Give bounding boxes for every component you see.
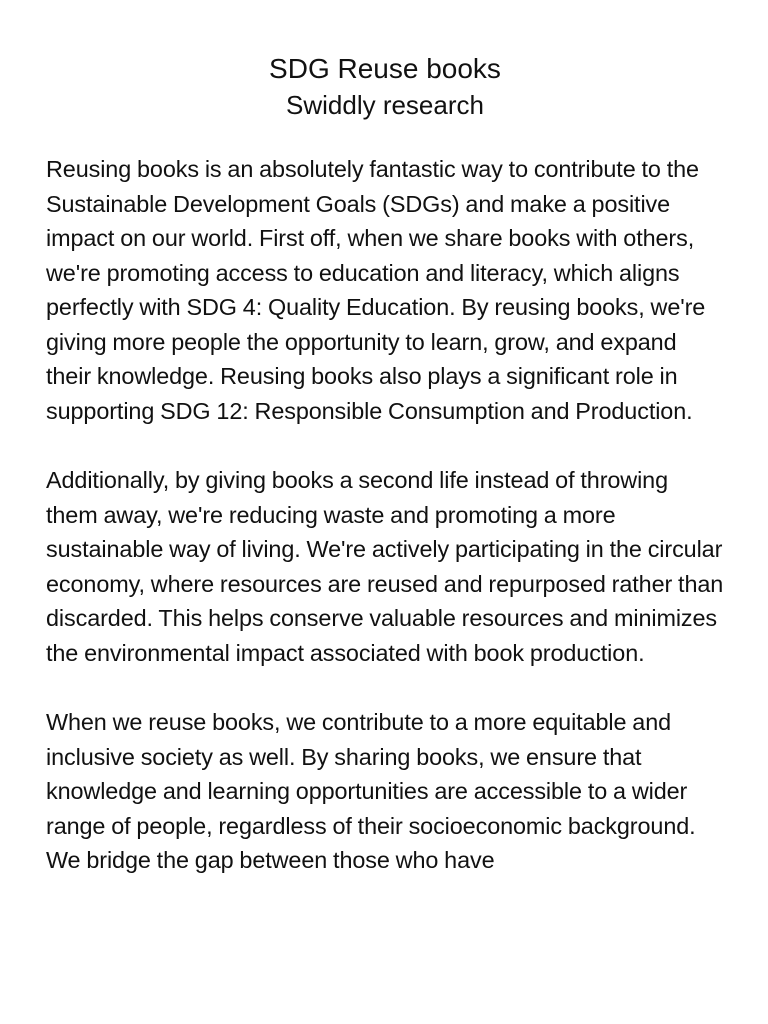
paragraph-2: Additionally, by giving books a second life instead of throwing them away, we're reducing waste and promoting a more sustainable way of living. We're actively participating in the circular economy, where resources are reused and repurposed rather than discarded. This helps conserve valuable resources and minimizes the environmental impact associated with book production.: [46, 467, 724, 666]
document-page: [0, 52, 768, 1024]
paragraph-3: When we reuse books, we contribute to a more equitable and inclusive society as well. By sharing books, we ensure that knowledge and learning opportunities are accessible to a wider range of people, regardless of their socioeconomic background. We bridge the gap between those who have: [46, 709, 696, 873]
document-title: SDG Reuse books: [269, 53, 501, 84]
paragraph-1: Reusing books is an absolutely fantastic way to contribute to the Sustainable Development Goals (SDGs) and make a positive impact on our world. First off, when we share books with others, we're promoting access to education and literacy, which aligns perfectly with SDG 4: Quality Education. By reusing books, we're giving more people the opportunity to learn, grow, and expand their knowledge. Reusing books also plays a significant role in supporting SDG 12: Responsible Consumption and Production.: [46, 156, 706, 424]
document-subtitle: Swiddly research: [286, 90, 484, 120]
